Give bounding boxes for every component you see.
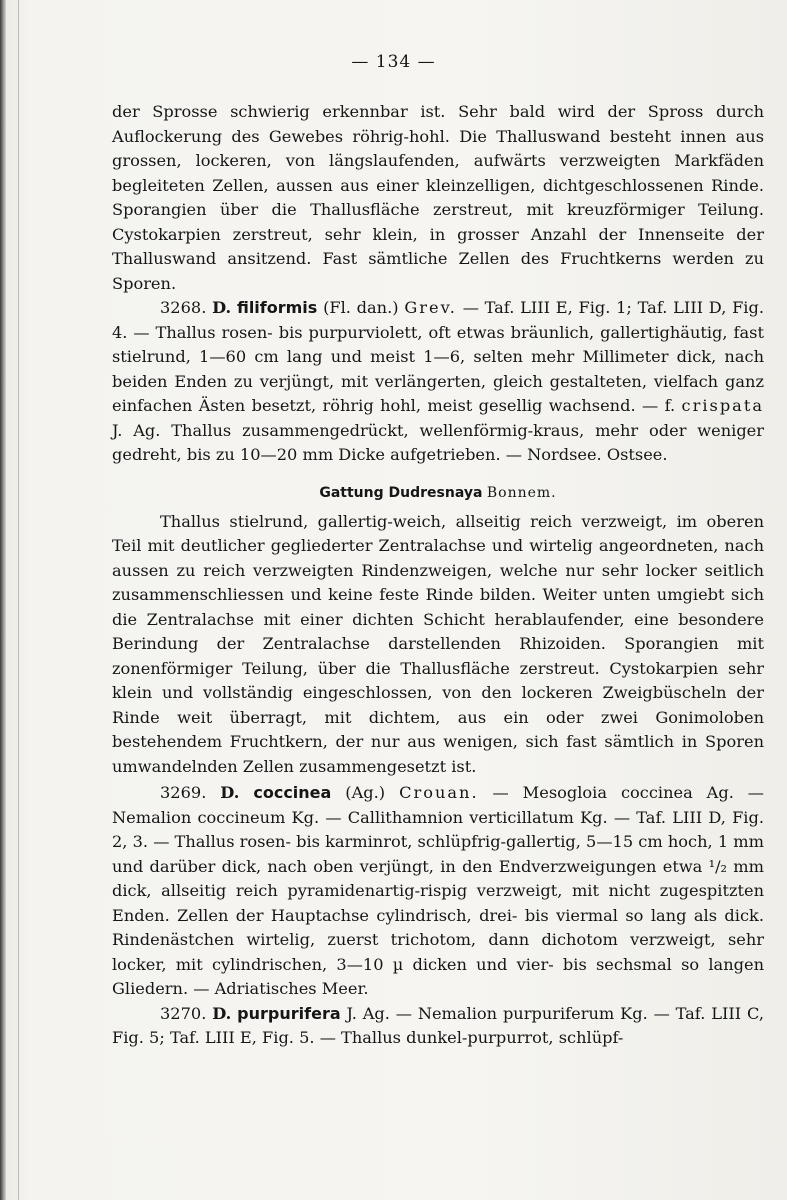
genus-abbrev: D. — [212, 298, 232, 317]
form-description: J. Ag. Thallus zusammengedrückt, wellenförmig-kraus, mehr oder weniger gedreht, bis zu 10—20 mm Dicke aufgetrieben. — Nordsee. Ostsee. — [112, 420, 764, 464]
species-name: filiformis — [236, 298, 318, 317]
entry-number: 3268. — [160, 298, 207, 317]
authority-name: Grev. — [404, 298, 457, 317]
page-number: — 134 — — [351, 52, 436, 72]
species-name: coccinea — [253, 783, 332, 802]
species-name: purpurifera — [237, 1003, 341, 1023]
paragraph-continuation: der Sprosse schwierig erkennbar ist. Sehr bald wird der Spross durch Auflockerung des Gewebes röhrig-hohl. Die Thalluswand besteht innen aus grossen, lockeren, von längslaufenden, aufwärts verzweigten Markfäden begleiteten Zellen, aussen aus einer kleinzelligen, dichtgeschlossenen Rinde. Sporangien über die Thallusfläche zerstreut, mit kreuzförmiger Teilung. Cystokarpien zerstreut, sehr klein, in grosser Anzahl der Innenseite der Thalluswand ansitzend. Fast sämtliche Zellen des Fruchtkerns werden zu Sporen. — [112, 102, 764, 293]
page-edge-line — [18, 0, 19, 1200]
genus-heading — [112, 482, 764, 504]
species-entry-3270 — [112, 1002, 764, 1051]
entry-description: J. Ag. — Nemalion purpuriferum Kg. — Taf. LIII C, Fig. 5; Taf. LIII E, Fig. 5. — Thallus dunkel-purpurrot, schlüpf- — [112, 1003, 764, 1047]
genus-heading-author: Bonnem. — [486, 484, 557, 501]
form-name: crispata — [681, 396, 764, 415]
genus-abbrev: D. — [212, 1003, 232, 1023]
text-body — [112, 100, 764, 1051]
entry-number: 3269. — [160, 783, 207, 802]
authority-name: Crouan. — [399, 783, 479, 802]
authority: (Fl. dan.) — [323, 298, 399, 317]
genus-heading-title: Gattung Dudresnaya — [319, 484, 483, 501]
page-spine-shadow — [0, 0, 6, 1200]
genus-description: Thallus stielrund, gallertig-weich, allseitig reich verzweigt, im oberen Teil mit deutlicher gegliederter Zentralachse und wirtelig angeordneten, nach aussen zu reich verzweigten Rindenzweigen, welche nur sehr locker seitlich zusammenschliessen und keine feste Rinde bilden. Weiter unten umgiebt sich die Zentralachse mit einer dichten Schicht herablaufender, eine besondere Berindung der Zentralachse darstellenden Rhizoiden. Sporangien mit zonenförmiger Teilung, über die Thallusfläche zerstreut. Cystokarpien sehr klein und vollständig eingeschlossen, von den lockeren Zweigbüscheln der Rinde weit überragt, mit dichtem, aus ein oder zwei Gonimoloben bestehendem Fruchtkern, der nur aus wenigen, sich fast sämtlich in Sporen umwandelnden Zellen zusammengesetzt ist. — [112, 511, 764, 776]
authority: (Ag.) — [345, 783, 386, 802]
entry-description: — Taf. LIII E, Fig. 1; Taf. LIII D, Fig. 4. — Thallus rosen- bis purpurviolett, oft etwas bräunlich, gallertighäutig, fast stielrund, 1—60 cm lang und meist 1—6, selten mehr Millimeter dick, nach beiden Enden zu verjüngt, mit verlängerten, gleich gestalteten, vielfach ganz einfachen Ästen besetzt, röhrig hohl, meist gesellig wachsend. — f. — [112, 298, 764, 415]
genus-abbrev: D. — [220, 783, 240, 802]
entry-description: — Mesogloia coccinea Ag. — Nemalion coccineum Kg. — Callithamnion verticillatum Kg. — Taf. LIII D, Fig. 2, 3. — Thallus rosen- bis karminrot, schlüpfrig-gallertig, 5—15 cm hoch, 1 mm und darüber dick, nach oben verjüngt, in den Endverzweigungen etwa ¹/₂ mm dick, allseitig reich pyramidenartig-rispig verzweigt, mit nicht zugespitzten Enden. Zellen der Hauptachse cylindrisch, drei- bis viermal so lang als dick. Rindenästchen wirtelig, zuerst trichotom, dann dichotom verzweigt, sehr locker, mit cylindrischen, 3—10 µ dicken und vier- bis sechsmal so langen Gliedern. — Adriatisches Meer. — [112, 783, 764, 998]
entry-number: 3270. — [160, 1003, 207, 1023]
species-entry-3269 — [112, 781, 764, 1002]
species-entry-3268 — [112, 296, 764, 468]
